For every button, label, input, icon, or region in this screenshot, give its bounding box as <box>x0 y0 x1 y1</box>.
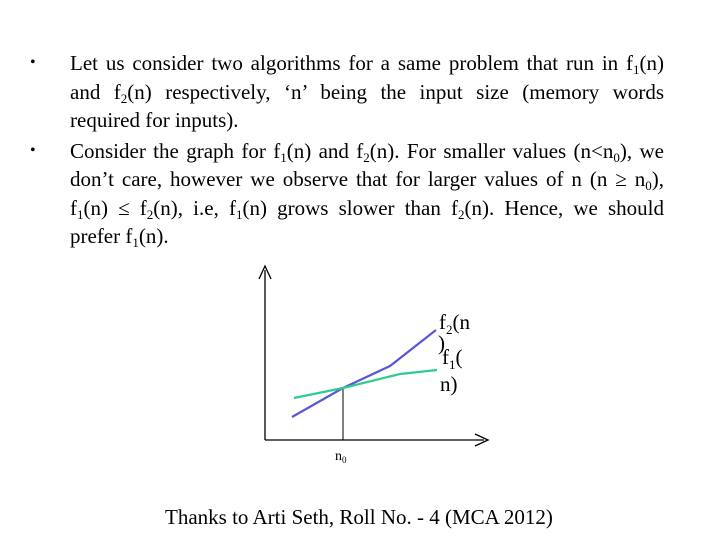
credit-footer: Thanks to Arti Seth, Roll No. - 4 (MCA 2012) <box>165 505 553 529</box>
subscript: 1 <box>235 206 243 222</box>
f1-curve <box>294 370 437 398</box>
bullet-text-2: Consider the graph for $f_1(n)$ and $f_2(n)$. For smaller values $(n<n_0)$, we don’t care, however we observe that for larger values of n $(n \ge n_0)$, $f_1(n) \le f_2(n)$, i.e, $f_1(n)$ grows slower than $f_2(n)$. Hence, we should prefer $f_1(n)$. <box>70 138 665 250</box>
subscript: 1 <box>132 235 139 250</box>
subscript: 2 <box>457 206 465 222</box>
subscript: 1 <box>633 62 640 77</box>
bullet-marker: • <box>30 141 36 159</box>
subscript: 2 <box>146 206 154 222</box>
f2-label-line2: ) <box>438 331 445 355</box>
subscript: 1 <box>77 206 84 222</box>
bullet-marker: • <box>30 54 36 71</box>
subscript: 2 <box>363 149 370 165</box>
f1-label: $f_1$( <box>442 345 463 372</box>
subscript: 0 <box>645 178 652 193</box>
n0-label: $n_0$ <box>335 449 347 465</box>
bullet-text-1: Let us consider two algorithms for a same problem that run in $f_1(n)$ and $f_2(n)$ respectively, ‘n’ being the input size (memory words required for inputs). <box>70 51 664 132</box>
subscript: 1 <box>280 149 287 165</box>
f2-label: $f_2(n$ <box>439 310 470 337</box>
f1-label-line2: n) <box>440 372 458 396</box>
subscript: 0 <box>613 149 620 165</box>
subscript: 2 <box>120 90 128 106</box>
